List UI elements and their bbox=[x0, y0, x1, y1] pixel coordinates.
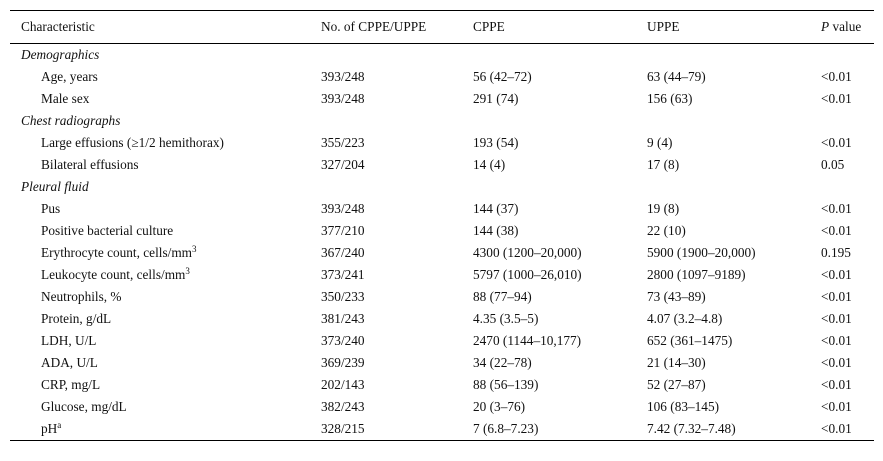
row-label: Erythrocyte count, cells/mm bbox=[41, 245, 193, 260]
cell-uppe: 22 (10) bbox=[647, 223, 686, 238]
cell-uppe: 4.07 (3.2–4.8) bbox=[647, 311, 723, 326]
row-label: Age, years bbox=[41, 69, 98, 84]
row-label-cell bbox=[10, 198, 321, 220]
cell-cppe: 291 (74) bbox=[473, 91, 519, 106]
row-label-cell bbox=[10, 396, 321, 418]
cell-uppe: 156 (63) bbox=[647, 91, 693, 106]
cell-uppe: 5900 (1900–20,000) bbox=[647, 245, 756, 260]
row-label-cell bbox=[10, 352, 321, 374]
cell-number: 202/143 bbox=[321, 377, 365, 392]
row-label-cell bbox=[10, 154, 321, 176]
table-row bbox=[10, 418, 874, 441]
row-label-cell bbox=[10, 308, 321, 330]
cell-p-value: 0.195 bbox=[821, 245, 851, 260]
cell-cppe: 88 (56–139) bbox=[473, 377, 539, 392]
header-p-letter: P bbox=[821, 19, 830, 34]
row-label: Positive bacterial culture bbox=[41, 223, 174, 238]
table-row bbox=[10, 220, 874, 242]
row-label: Pus bbox=[41, 201, 61, 216]
row-label: ADA, U/L bbox=[41, 355, 98, 370]
cell-uppe: 19 (8) bbox=[647, 201, 680, 216]
cell-cppe: 20 (3–76) bbox=[473, 399, 526, 414]
cell-number: 328/215 bbox=[321, 421, 365, 436]
cell-cppe: 5797 (1000–26,010) bbox=[473, 267, 582, 282]
table-row bbox=[10, 330, 874, 352]
section-title: Pleural fluid bbox=[21, 179, 89, 194]
cell-number: 350/233 bbox=[321, 289, 365, 304]
cell-number: 327/204 bbox=[321, 157, 365, 172]
cell-number: 373/241 bbox=[321, 267, 365, 282]
row-label: Protein, g/dL bbox=[41, 311, 112, 326]
cell-p-value: <0.01 bbox=[821, 355, 852, 370]
cell-uppe: 17 (8) bbox=[647, 157, 680, 172]
cell-number: 393/248 bbox=[321, 91, 365, 106]
row-label-cell bbox=[10, 264, 321, 286]
cell-cppe: 14 (4) bbox=[473, 157, 506, 172]
cell-p-value: <0.01 bbox=[821, 201, 852, 216]
cell-cppe: 144 (37) bbox=[473, 201, 519, 216]
row-label-cell bbox=[10, 374, 321, 396]
row-label-cell bbox=[10, 66, 321, 88]
row-label-cell bbox=[10, 330, 321, 352]
cell-number: 393/248 bbox=[321, 69, 365, 84]
table-row bbox=[10, 66, 874, 88]
data-table bbox=[10, 10, 874, 441]
section-row bbox=[10, 44, 874, 67]
table-body bbox=[10, 44, 874, 441]
table-row bbox=[10, 396, 874, 418]
row-label: Neutrophils, % bbox=[41, 289, 122, 304]
cell-number: 367/240 bbox=[321, 245, 365, 260]
cell-uppe: 63 (44–79) bbox=[647, 69, 706, 84]
table-row bbox=[10, 198, 874, 220]
table-row bbox=[10, 132, 874, 154]
header-p-rest: value bbox=[829, 19, 862, 34]
cell-cppe: 144 (38) bbox=[473, 223, 519, 238]
header-number: No. of CPPE/UPPE bbox=[321, 19, 427, 34]
cell-number: 393/248 bbox=[321, 201, 365, 216]
table-row bbox=[10, 264, 874, 286]
cell-p-value: <0.01 bbox=[821, 267, 852, 282]
table-row bbox=[10, 242, 874, 264]
table-row bbox=[10, 88, 874, 110]
cell-cppe: 193 (54) bbox=[473, 135, 519, 150]
cell-cppe: 88 (77–94) bbox=[473, 289, 532, 304]
row-label-cell bbox=[10, 286, 321, 308]
row-label-cell bbox=[10, 418, 321, 441]
row-label-superscript: 3 bbox=[185, 266, 190, 276]
row-label: CRP, mg/L bbox=[41, 377, 101, 392]
cell-uppe: 21 (14–30) bbox=[647, 355, 706, 370]
cell-number: 377/210 bbox=[321, 223, 365, 238]
cell-cppe: 4.35 (3.5–5) bbox=[473, 311, 539, 326]
row-label: Leukocyte count, cells/mm bbox=[41, 267, 186, 282]
section-title: Chest radiographs bbox=[21, 113, 121, 128]
cell-p-value: <0.01 bbox=[821, 223, 852, 238]
cell-cppe: 2470 (1144–10,177) bbox=[473, 333, 582, 348]
table-row bbox=[10, 374, 874, 396]
table-header bbox=[10, 11, 874, 44]
cell-p-value: <0.01 bbox=[821, 377, 852, 392]
row-label-cell bbox=[10, 220, 321, 242]
cell-number: 381/243 bbox=[321, 311, 365, 326]
cell-p-value: <0.01 bbox=[821, 333, 852, 348]
section-title: Demographics bbox=[21, 47, 100, 62]
cell-cppe: 7 (6.8–7.23) bbox=[473, 421, 539, 436]
row-label: Glucose, mg/dL bbox=[41, 399, 127, 414]
cell-p-value: <0.01 bbox=[821, 399, 852, 414]
table-row bbox=[10, 308, 874, 330]
cell-p-value: 0.05 bbox=[821, 157, 845, 172]
cell-number: 373/240 bbox=[321, 333, 365, 348]
header-row bbox=[10, 11, 874, 44]
row-label: Large effusions (≥1/2 hemithorax) bbox=[41, 135, 224, 150]
cell-p-value: <0.01 bbox=[821, 311, 852, 326]
cell-uppe: 652 (361–1475) bbox=[647, 333, 733, 348]
cell-p-value: <0.01 bbox=[821, 91, 852, 106]
table-container bbox=[10, 10, 874, 441]
cell-cppe: 4300 (1200–20,000) bbox=[473, 245, 582, 260]
table-row bbox=[10, 352, 874, 374]
row-label: Bilateral effusions bbox=[41, 157, 139, 172]
cell-number: 382/243 bbox=[321, 399, 365, 414]
cell-cppe: 56 (42–72) bbox=[473, 69, 532, 84]
header-characteristic: Characteristic bbox=[21, 19, 95, 34]
cell-cppe: 34 (22–78) bbox=[473, 355, 532, 370]
row-label-superscript: 3 bbox=[192, 244, 197, 254]
cell-uppe: 7.42 (7.32–7.48) bbox=[647, 421, 736, 436]
cell-number: 355/223 bbox=[321, 135, 365, 150]
cell-uppe: 106 (83–145) bbox=[647, 399, 720, 414]
row-label: LDH, U/L bbox=[41, 333, 97, 348]
cell-p-value: <0.01 bbox=[821, 421, 852, 436]
header-p-value bbox=[821, 11, 874, 44]
cell-uppe: 73 (43–89) bbox=[647, 289, 706, 304]
table-row bbox=[10, 154, 874, 176]
cell-p-value: <0.01 bbox=[821, 69, 852, 84]
header-uppe: UPPE bbox=[647, 19, 680, 34]
section-row bbox=[10, 176, 874, 198]
cell-uppe: 2800 (1097–9189) bbox=[647, 267, 746, 282]
row-label-superscript: a bbox=[57, 420, 62, 430]
table-row bbox=[10, 286, 874, 308]
cell-p-value: <0.01 bbox=[821, 289, 852, 304]
cell-number: 369/239 bbox=[321, 355, 365, 370]
cell-uppe: 9 (4) bbox=[647, 135, 673, 150]
row-label-cell bbox=[10, 132, 321, 154]
cell-p-value: <0.01 bbox=[821, 135, 852, 150]
row-label-cell bbox=[10, 88, 321, 110]
row-label: Male sex bbox=[41, 91, 90, 106]
cell-uppe: 52 (27–87) bbox=[647, 377, 706, 392]
row-label-cell bbox=[10, 242, 321, 264]
header-cppe: CPPE bbox=[473, 19, 505, 34]
row-label: pH bbox=[41, 421, 58, 436]
section-row bbox=[10, 110, 874, 132]
